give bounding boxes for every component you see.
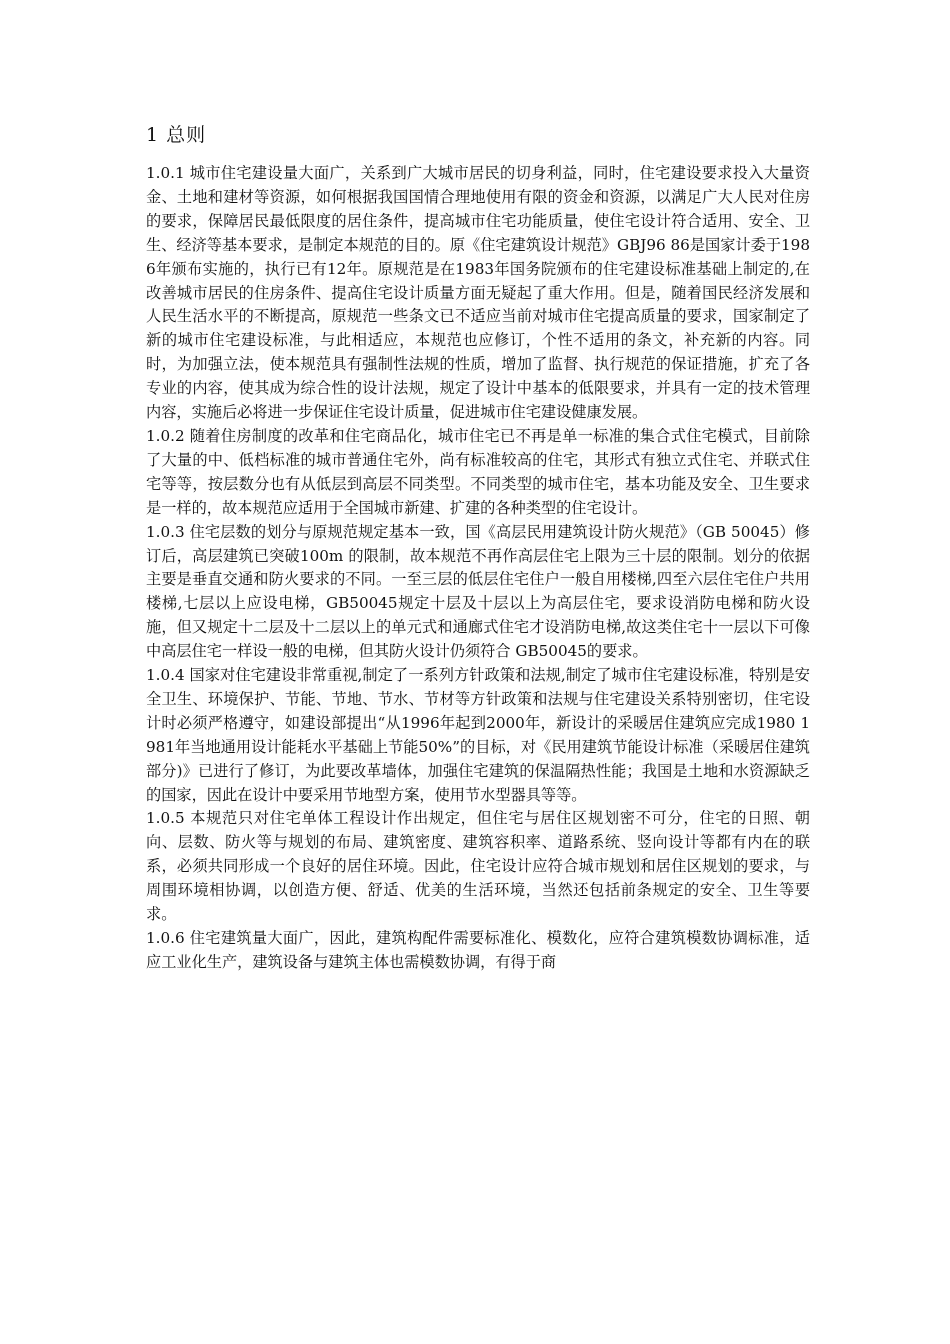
paragraph-1-0-2: 1.0.2 随着住房制度的改革和住宅商品化，城市住宅已不再是单一标准的集合式住宅模式，目前除了大量的中、低档标准的城市普通住宅外，尚有标准较高的住宅，其形式有独立式住宅、并联式住宅等等，按层数分也有从低层到高层不同类型。不同类型的城市住宅，基本功能及安全、卫生要求是一样的，故本规范应适用于全国城市新建、扩建的各种类型的住宅设计。 xyxy=(146,426,810,517)
paragraph-1-0-1: 1.0.1 城市住宅建设量大面广，关系到广大城市居民的切身利益，同时，住宅建设要求投入大量资金、土地和建材等资源，如何根据我国国情合理地使用有限的资金和资源，以满足广大人民对住房的要求，保障居民最低限度的居住条件，提高城市住宅功能质量，使住宅设计符合适用、安全、卫生、经济等基本要求，是制定本规范的目的。原《住宅建筑设计规范》GBJ96 86是国家计委于1986年颁布实施的，执行已有12年。原规范是在1983年国务院颁布的住宅建设标准基础上制定的,在改善城市居民的住房条件、提高住宅设计质量方面无疑起了重大作用。但是，随着国民经济发展和人民生活水平的不断提高，原规范一些条文已不适应当前对城市住宅提高质量的要求，国家制定了新的城市住宅建设标准，与此相适应，本规范也应修订，个性不适用的条文，补充新的内容。同时，为加强立法，使本规范具有强制性法规的性质，增加了监督、执行规范的保证措施，扩充了各专业的内容，使其成为综合性的设计法规，规定了设计中基本的低限要求，并具有一定的技术管理内容，实施后必将进一步保证住宅设计质量，促进城市住宅建设健康发展。 xyxy=(146,164,810,422)
paragraph-1-0-6: 1.0.6 住宅建筑量大面广，因此，建筑构配件需要标准化、模数化，应符合建筑模数协调标准，适应工业化生产，建筑设备与建筑主体也需模数协调，有得于商 xyxy=(146,929,810,971)
paragraph-1-0-5: 1.0.5 本规范只对住宅单体工程设计作出规定，但住宅与居住区规划密不可分，住宅的日照、朝向、层数、防火等与规划的布局、建筑密度、建筑容积率、道路系统、竖向设计等都有内在的联系，必须共同形成一个良好的居住环境。因此，住宅设计应符合城市规划和居住区规划的要求，与周围环境相协调，以创造方便、舒适、优美的生活环境，当然还包括前条规定的安全、卫生等要求。 xyxy=(146,809,810,924)
document-page xyxy=(146,120,810,975)
paragraph-1-0-4: 1.0.4 国家对住宅建设非常重视,制定了一系列方针政策和法规,制定了城市住宅建设标准，特别是安全卫生、环境保护、节能、节地、节水、节材等方针政策和法规与住宅建设关系特别密切，住宅设计时必须严格遵守，如建设部提出“从1996年起到2000年，新设计的采暖居住建筑应完成1980 1981年当地通用设计能耗水平基础上节能50%”的目标，对《民用建筑节能设计标准（采暖居住建筑部分)》已进行了修订，为此要改革墙体，加强住宅建筑的保温隔热性能；我国是土地和水资源缺乏的国家，因此在设计中要采用节地型方案，使用节水型器具等等。 xyxy=(146,666,810,804)
paragraph-1-0-3: 1.0.3 住宅层数的划分与原规范规定基本一致，国《高层民用建筑设计防火规范》（GB 50045）修订后，高层建筑已突破100m 的限制，故本规范不再作高层住宅上限为三十层的限制。划分的依据主要是垂直交通和防火要求的不同。一至三层的低层住宅住户一般自用楼梯,四至六层住宅住户共用楼梯,七层以上应设电梯，GB50045规定十层及十层以上为高层住宅，要求设消防电梯和防火设施，但又规定十二层及十二层以上的单元式和通廊式住宅才设消防电梯,故这类住宅十一层以下可像中高层住宅一样设一般的电梯，但其防火设计仍须符合 GB50045的要求。 xyxy=(146,522,810,661)
section-title: 1 总则 xyxy=(146,124,207,146)
